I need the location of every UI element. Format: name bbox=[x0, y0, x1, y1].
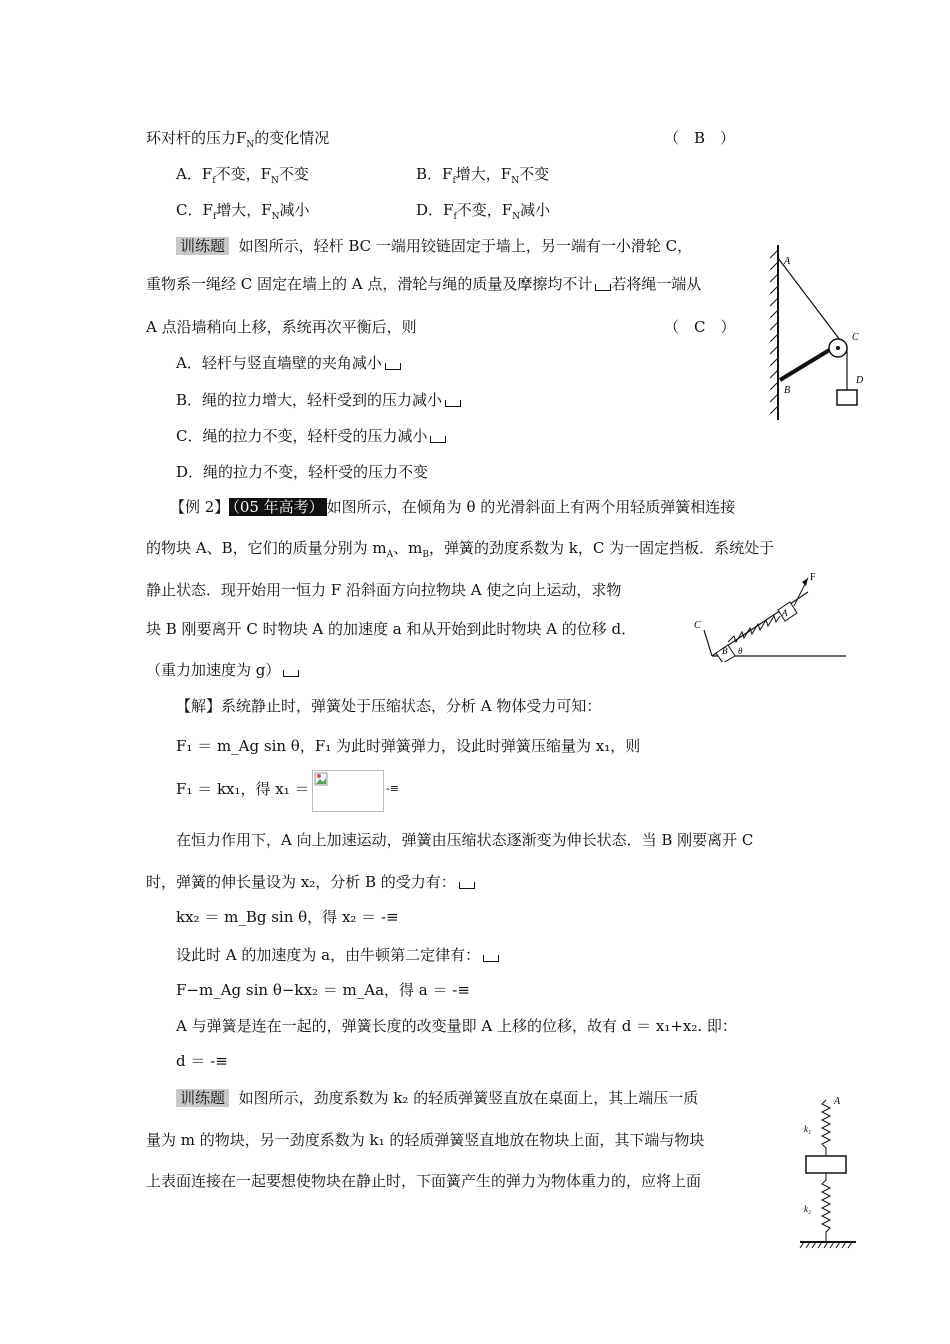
svg-text:k₂: k₂ bbox=[804, 1204, 812, 1214]
ex2-line4: 块 B 刚要离开 C 时物块 A 的加速度 a 和从开始到此时物块 A 的位移 d． bbox=[146, 620, 637, 638]
q1-stem: 环对杆的压力$F_N$的变化情况 bbox=[146, 129, 330, 150]
train1-line1: 训练题 如图所示，轻杆 BC 一端用铰链固定于墙上，另一端有一小滑轮 C， bbox=[176, 236, 692, 256]
ex2-line1: 【例 2】 （05 年高考） 如图所示，在倾角为 θ 的光滑斜面上有两个用轻质弹簧相连接 bbox=[170, 498, 736, 516]
formula-image-placeholder bbox=[312, 770, 384, 812]
train2-line1: 训练题 如图所示，劲度系数为 k₂ 的轻质弹簧竖直放在桌面上，其上端压一质 bbox=[176, 1088, 698, 1108]
sol-line9: A 与弹簧是连在一起的，弹簧长度的改变量即 A 上移的位移，故有 d ＝ x₁+x₂. 即： bbox=[176, 1017, 737, 1035]
sol-line4: 在恒力作用下，A 向上加速运动，弹簧由压缩状态逐渐变为伸长状态．当 B 刚要离开 C bbox=[176, 831, 754, 849]
sol-line6: kx₂ ＝ m_Bg sin θ，得 x₂ ＝ -≡ bbox=[176, 908, 399, 926]
train1-option-a: A．轻杆与竖直墙壁的夹角减小 bbox=[176, 353, 401, 373]
ex2-line5: （重力加速度为 g） bbox=[146, 660, 299, 680]
train1-option-d: D．绳的拉力不变，轻杆受的压力不变 bbox=[176, 463, 429, 481]
two-spring-figure bbox=[796, 1090, 866, 1250]
q1-option-d: D．$F_f$不变，$F_N$减小 bbox=[416, 201, 551, 222]
ex2-line3: 静止状态．现开始用一恒力 F 沿斜面方向拉物块 A 使之向上运动，求物 bbox=[146, 581, 622, 599]
sol-line7: 设此时 A 的加速度为 a，由牛顿第二定律有： bbox=[176, 945, 499, 965]
svg-text:C: C bbox=[852, 332, 859, 343]
sol-line3: F₁ ＝ kx₁，得 x₁ ＝ bbox=[176, 780, 310, 798]
edit-mark-icon bbox=[385, 363, 401, 370]
train2-line2: 量为 m 的物块，另一劲度系数为 k₁ 的轻质弹簧竖直地放在物块上面，其下端与物块 bbox=[146, 1131, 705, 1149]
svg-text:k₁: k₁ bbox=[804, 1124, 812, 1134]
train2-line3: 上表面连接在一起要想使物块在静止时，下面簧产生的弹力为物体重力的，应将上面 bbox=[146, 1172, 702, 1190]
edit-mark-icon bbox=[430, 436, 446, 443]
sol-label: 【解】 bbox=[176, 697, 222, 715]
edit-mark-icon bbox=[445, 400, 461, 407]
train1-option-b: B．绳的拉力增大，轻杆受到的压力减小 bbox=[176, 390, 461, 410]
ex2-label: 【例 2】 bbox=[170, 498, 230, 516]
svg-text:B: B bbox=[784, 385, 791, 396]
incline-spring-figure bbox=[690, 570, 850, 662]
train1-line3: A 点沿墙稍向上移，系统再次平衡后，则 bbox=[146, 318, 417, 336]
svg-text:F: F bbox=[810, 572, 816, 583]
sol-line10: d ＝ -≡ bbox=[176, 1052, 228, 1070]
sol-line5: 时，弹簧的伸长量设为 x₂，分析 B 的受力有： bbox=[146, 872, 475, 892]
edit-mark-icon bbox=[483, 955, 499, 962]
svg-text:A: A bbox=[782, 608, 788, 618]
svg-text:A: A bbox=[834, 1096, 841, 1107]
svg-text:A: A bbox=[784, 256, 791, 267]
q1-option-a: A．$F_f$不变，$F_N$不变 bbox=[176, 165, 309, 186]
q1-answer: （ B ） bbox=[664, 129, 736, 147]
edit-mark-icon bbox=[283, 670, 299, 677]
train1-option-c: C．绳的拉力不变，轻杆受的压力减小 bbox=[176, 426, 446, 446]
train1-line2: 重物系一绳经 C 固定在墙上的 A 点，滑轮与绳的质量及摩擦均不计 若将绳一端从 bbox=[146, 275, 702, 293]
sol-line2: F₁ ＝ m_Ag sin θ，F₁ 为此时弹簧弹力，设此时弹簧压缩量为 x₁，则 bbox=[176, 737, 641, 755]
sol-line1: 【解】系统静止时，弹簧处于压缩状态，分析 A 物体受力可知： bbox=[176, 697, 602, 715]
ex2-tag: （05 年高考） bbox=[229, 498, 326, 516]
train1-answer: （ C ） bbox=[664, 318, 736, 336]
q1-option-c: C．$F_f$增大，$F_N$减小 bbox=[176, 201, 310, 222]
train2-tag: 训练题 bbox=[176, 1089, 229, 1107]
svg-text:C: C bbox=[694, 620, 701, 631]
sol-line3-tail: -≡ bbox=[386, 782, 399, 795]
q1-option-b: B．$F_f$增大，$F_N$不变 bbox=[416, 165, 550, 186]
svg-text:B: B bbox=[722, 646, 728, 656]
edit-mark-icon bbox=[459, 882, 475, 889]
svg-text:θ: θ bbox=[738, 646, 743, 656]
svg-text:D: D bbox=[856, 375, 864, 386]
wall-pulley-figure bbox=[764, 240, 874, 425]
broken-image-icon bbox=[314, 772, 328, 786]
ex2-line2: 的物块 A、B，它们的质量分别为 $m_A$、$m_B$，弹簧的劲度系数为 k，C 为一固定挡板．系统处于 bbox=[146, 539, 775, 560]
train1-tag: 训练题 bbox=[176, 237, 229, 255]
sol-line8: F−m_Ag sin θ−kx₂ ＝ m_Aa，得 a ＝ -≡ bbox=[176, 981, 470, 999]
edit-mark-icon bbox=[595, 284, 611, 291]
